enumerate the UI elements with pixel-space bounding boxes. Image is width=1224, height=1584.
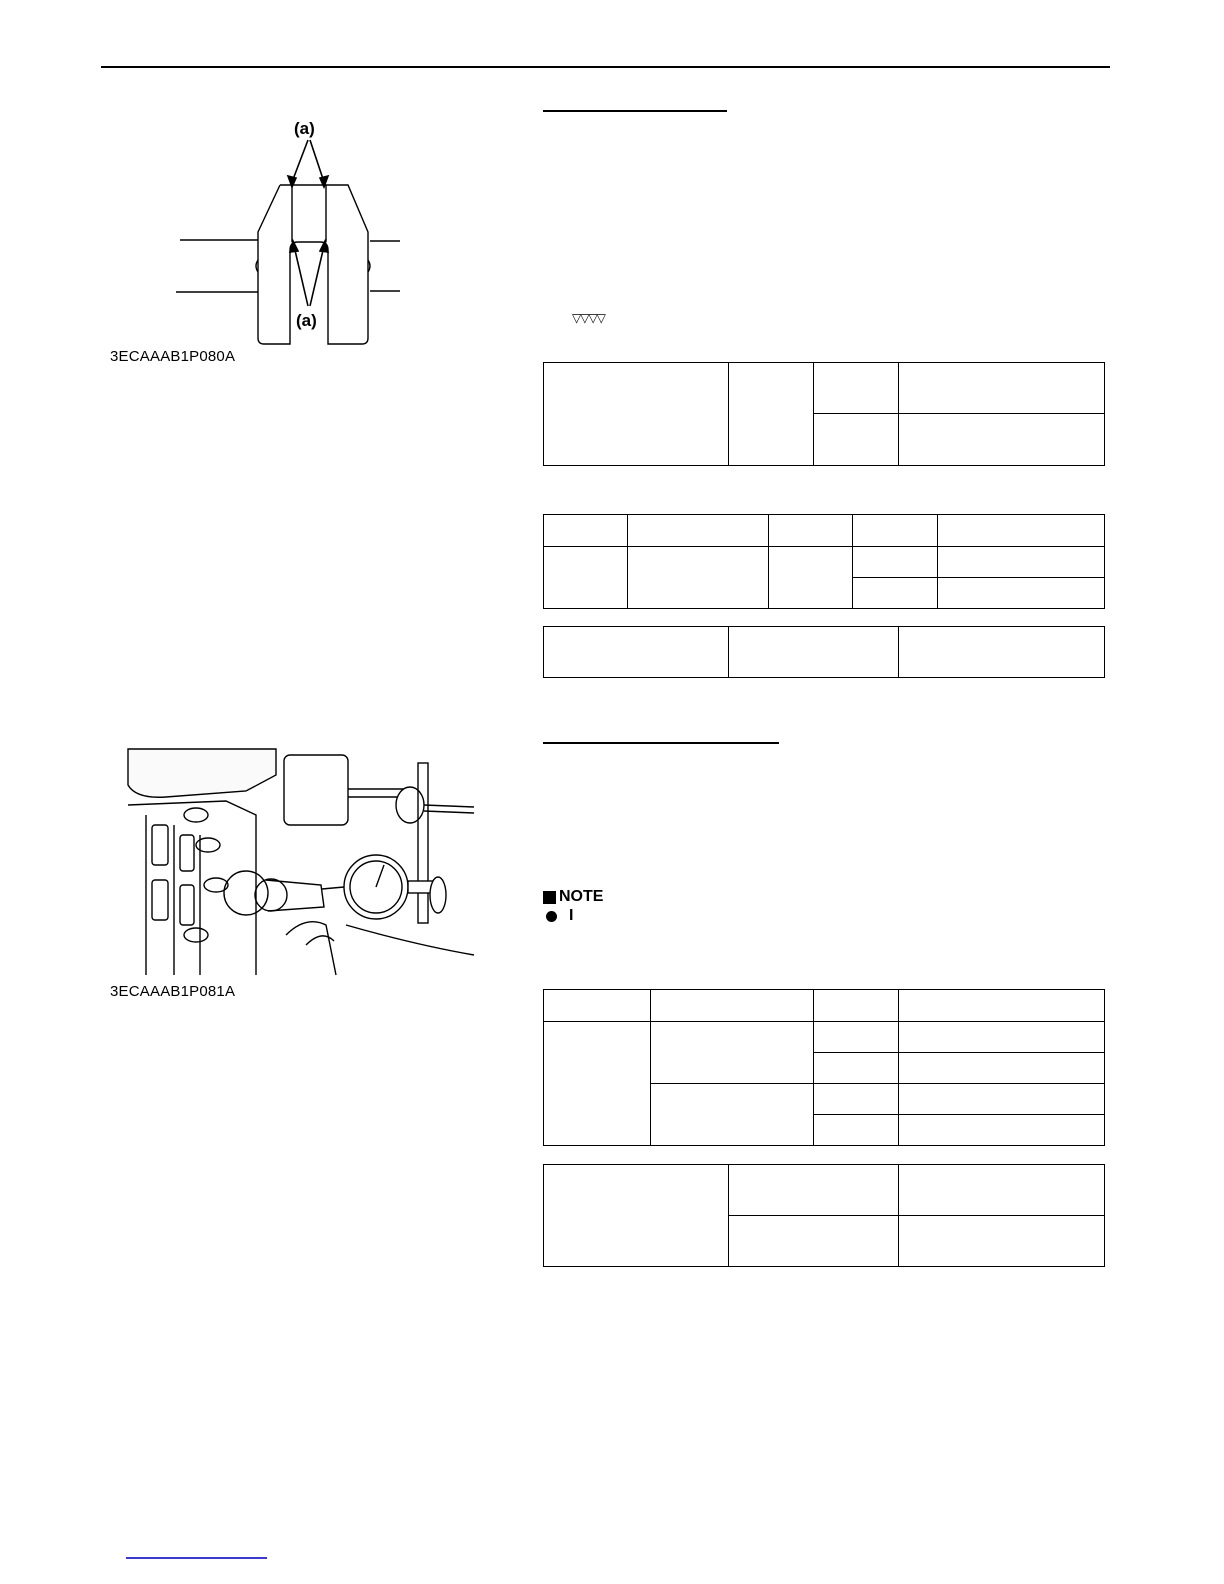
table-cell bbox=[899, 1115, 1105, 1146]
note-heading bbox=[543, 888, 603, 906]
table-cell bbox=[814, 1022, 899, 1053]
table-cell bbox=[729, 627, 899, 678]
table-cell bbox=[814, 1084, 899, 1115]
table-cell bbox=[544, 990, 651, 1022]
note-square-icon bbox=[543, 891, 556, 904]
table-cell bbox=[938, 547, 1105, 578]
table-cell bbox=[544, 515, 628, 547]
table-cell bbox=[628, 547, 769, 609]
table-cell bbox=[544, 1022, 651, 1146]
table-cell bbox=[938, 578, 1105, 609]
table-cell bbox=[814, 414, 899, 466]
table-cell bbox=[651, 990, 814, 1022]
table-cell bbox=[769, 547, 853, 609]
table-cell bbox=[899, 1053, 1105, 1084]
callout-a-bottom: (a) bbox=[296, 311, 317, 330]
spec-table-5 bbox=[543, 1164, 1105, 1267]
table-cell bbox=[544, 547, 628, 609]
table-cell bbox=[651, 1084, 814, 1146]
table-cell bbox=[938, 515, 1105, 547]
surface-finish-symbol: ▽▽▽▽ bbox=[572, 311, 605, 325]
table-cell bbox=[899, 1022, 1105, 1053]
table-cell bbox=[729, 1165, 899, 1216]
table-cell bbox=[729, 363, 814, 466]
table-cell bbox=[729, 1216, 899, 1267]
table-cell bbox=[628, 515, 769, 547]
footer-link[interactable] bbox=[126, 1557, 267, 1559]
note-bullet-text: I bbox=[569, 907, 574, 924]
table-cell bbox=[853, 578, 938, 609]
table-cell bbox=[899, 1165, 1105, 1216]
table-cell bbox=[899, 1216, 1105, 1267]
figure-caption-2: 3ECAAAB1P081A bbox=[110, 983, 236, 1000]
dial-gauge-figure bbox=[126, 745, 476, 977]
page-header-rule bbox=[101, 66, 1110, 68]
table-cell bbox=[544, 363, 729, 466]
table-cell bbox=[899, 990, 1105, 1022]
crank-web-figure bbox=[170, 110, 410, 350]
table-cell bbox=[899, 627, 1105, 678]
table-cell bbox=[814, 1115, 899, 1146]
table-cell bbox=[899, 1084, 1105, 1115]
table-cell bbox=[814, 990, 899, 1022]
section-heading-underline-2 bbox=[543, 742, 779, 744]
table-cell bbox=[899, 414, 1105, 466]
spec-table-2 bbox=[543, 514, 1105, 609]
figure-caption-1: 3ECAAAB1P080A bbox=[110, 348, 236, 365]
table-cell bbox=[853, 515, 938, 547]
spec-table-1 bbox=[543, 362, 1105, 466]
section-heading-underline-1 bbox=[543, 110, 727, 112]
table-cell bbox=[814, 1053, 899, 1084]
table-cell bbox=[544, 627, 729, 678]
table-cell bbox=[651, 1022, 814, 1084]
note-heading-text: NOTE bbox=[559, 888, 604, 905]
table-cell bbox=[814, 363, 899, 414]
spec-table-3 bbox=[543, 626, 1105, 678]
bullet-dot-icon bbox=[546, 911, 557, 922]
table-cell bbox=[899, 363, 1105, 414]
note-bullet bbox=[546, 907, 573, 925]
table-cell bbox=[853, 547, 938, 578]
spec-table-4 bbox=[543, 989, 1105, 1146]
table-cell bbox=[544, 1165, 729, 1267]
table-cell bbox=[769, 515, 853, 547]
callout-a-top: (a) bbox=[294, 119, 315, 138]
